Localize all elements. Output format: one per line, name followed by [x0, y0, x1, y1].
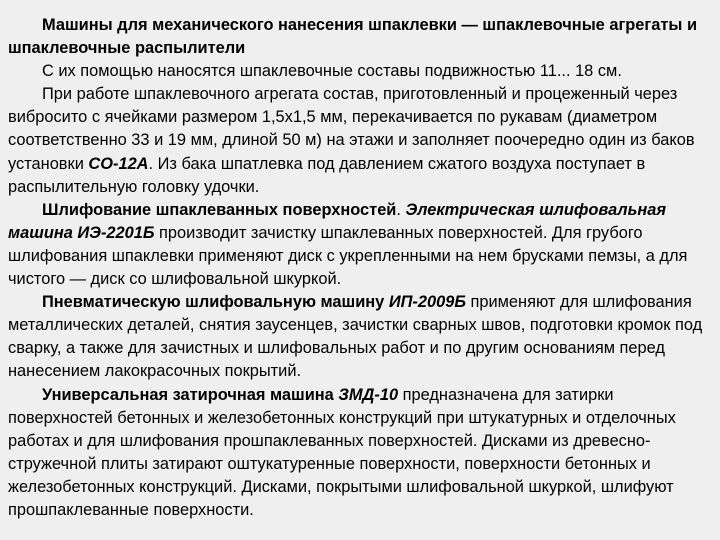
troweling-heading: Универсальная затирочная машина	[42, 385, 339, 404]
sanding-text: производит зачистку шпаклеванных поверхностей. Для грубого шлифования шпаклевки применяют диск с укрепленными на нем брусками пемзы, а для чистого — диск со шлифовальной шкуркой.	[8, 223, 688, 289]
unit-model-label: СО-12А	[88, 154, 149, 173]
paragraph-troweling	[8, 384, 706, 523]
troweling-text: предназначена для затирки поверхностей бетонных и железобетонных конструкций при штукатурных и отделочных работах и для шлифования прошпаклеванных поверхностей. Дисками из древесно-стружечной плиты затирают оштукатуренные поверхности, поверхности бетонных и железобетонных конструкций. Дисками, покрытыми шлифовальной шкуркой, шлифуют прошпаклеванные поверхности.	[8, 385, 676, 519]
sanding-heading: Шлифование шпаклеванных поверхностей	[42, 200, 397, 219]
pneumatic-heading: Пневматическую шлифовальную машину	[42, 293, 389, 312]
application-text: С их помощью наносятся шпаклевочные составы подвижностью 11... 18 см.	[42, 62, 622, 81]
paragraph-application	[8, 60, 706, 83]
pneumatic-model-label: ИП-2009Б	[388, 293, 466, 312]
paragraph-pneumatic	[8, 291, 706, 383]
pneumatic-text: применяют для шлифования металлических деталей, снятия заусенцев, зачистки сварных швов, подготовки кромок под сварку, а также для зачистных и шлифовальных работ и по другим основаниям перед нанесением лакокрасочных покрытий.	[8, 293, 703, 381]
paragraph-heading	[8, 14, 706, 60]
paragraph-unit-operation	[8, 83, 706, 198]
unit-operation-text-end: . Из бака шпатлевка под давлением сжатого воздуха поступает в распылительную головку удочки.	[8, 154, 646, 196]
electric-sander-label: Электрическая шлифовальная машина ИЭ-2201Б	[8, 200, 666, 242]
sanding-separator: .	[396, 200, 406, 219]
unit-operation-text-start: При работе шпаклевочного агрегата состав, приготовленный и процеженный через вибросито с ячейками размером 1,5х1,5 мм, перекачивается по рукавам (диаметром соответственно 33 и 19 мм, длиной 50 м) на этажи и заполняет поочередно один из баков установки	[8, 85, 695, 173]
heading-text: Машины для механического нанесения шпаклевки — шпаклевочные агрегаты и шпаклевочные распылители	[8, 16, 698, 58]
troweling-model-label: ЗМД-10	[338, 385, 399, 404]
paragraph-sanding	[8, 199, 706, 291]
